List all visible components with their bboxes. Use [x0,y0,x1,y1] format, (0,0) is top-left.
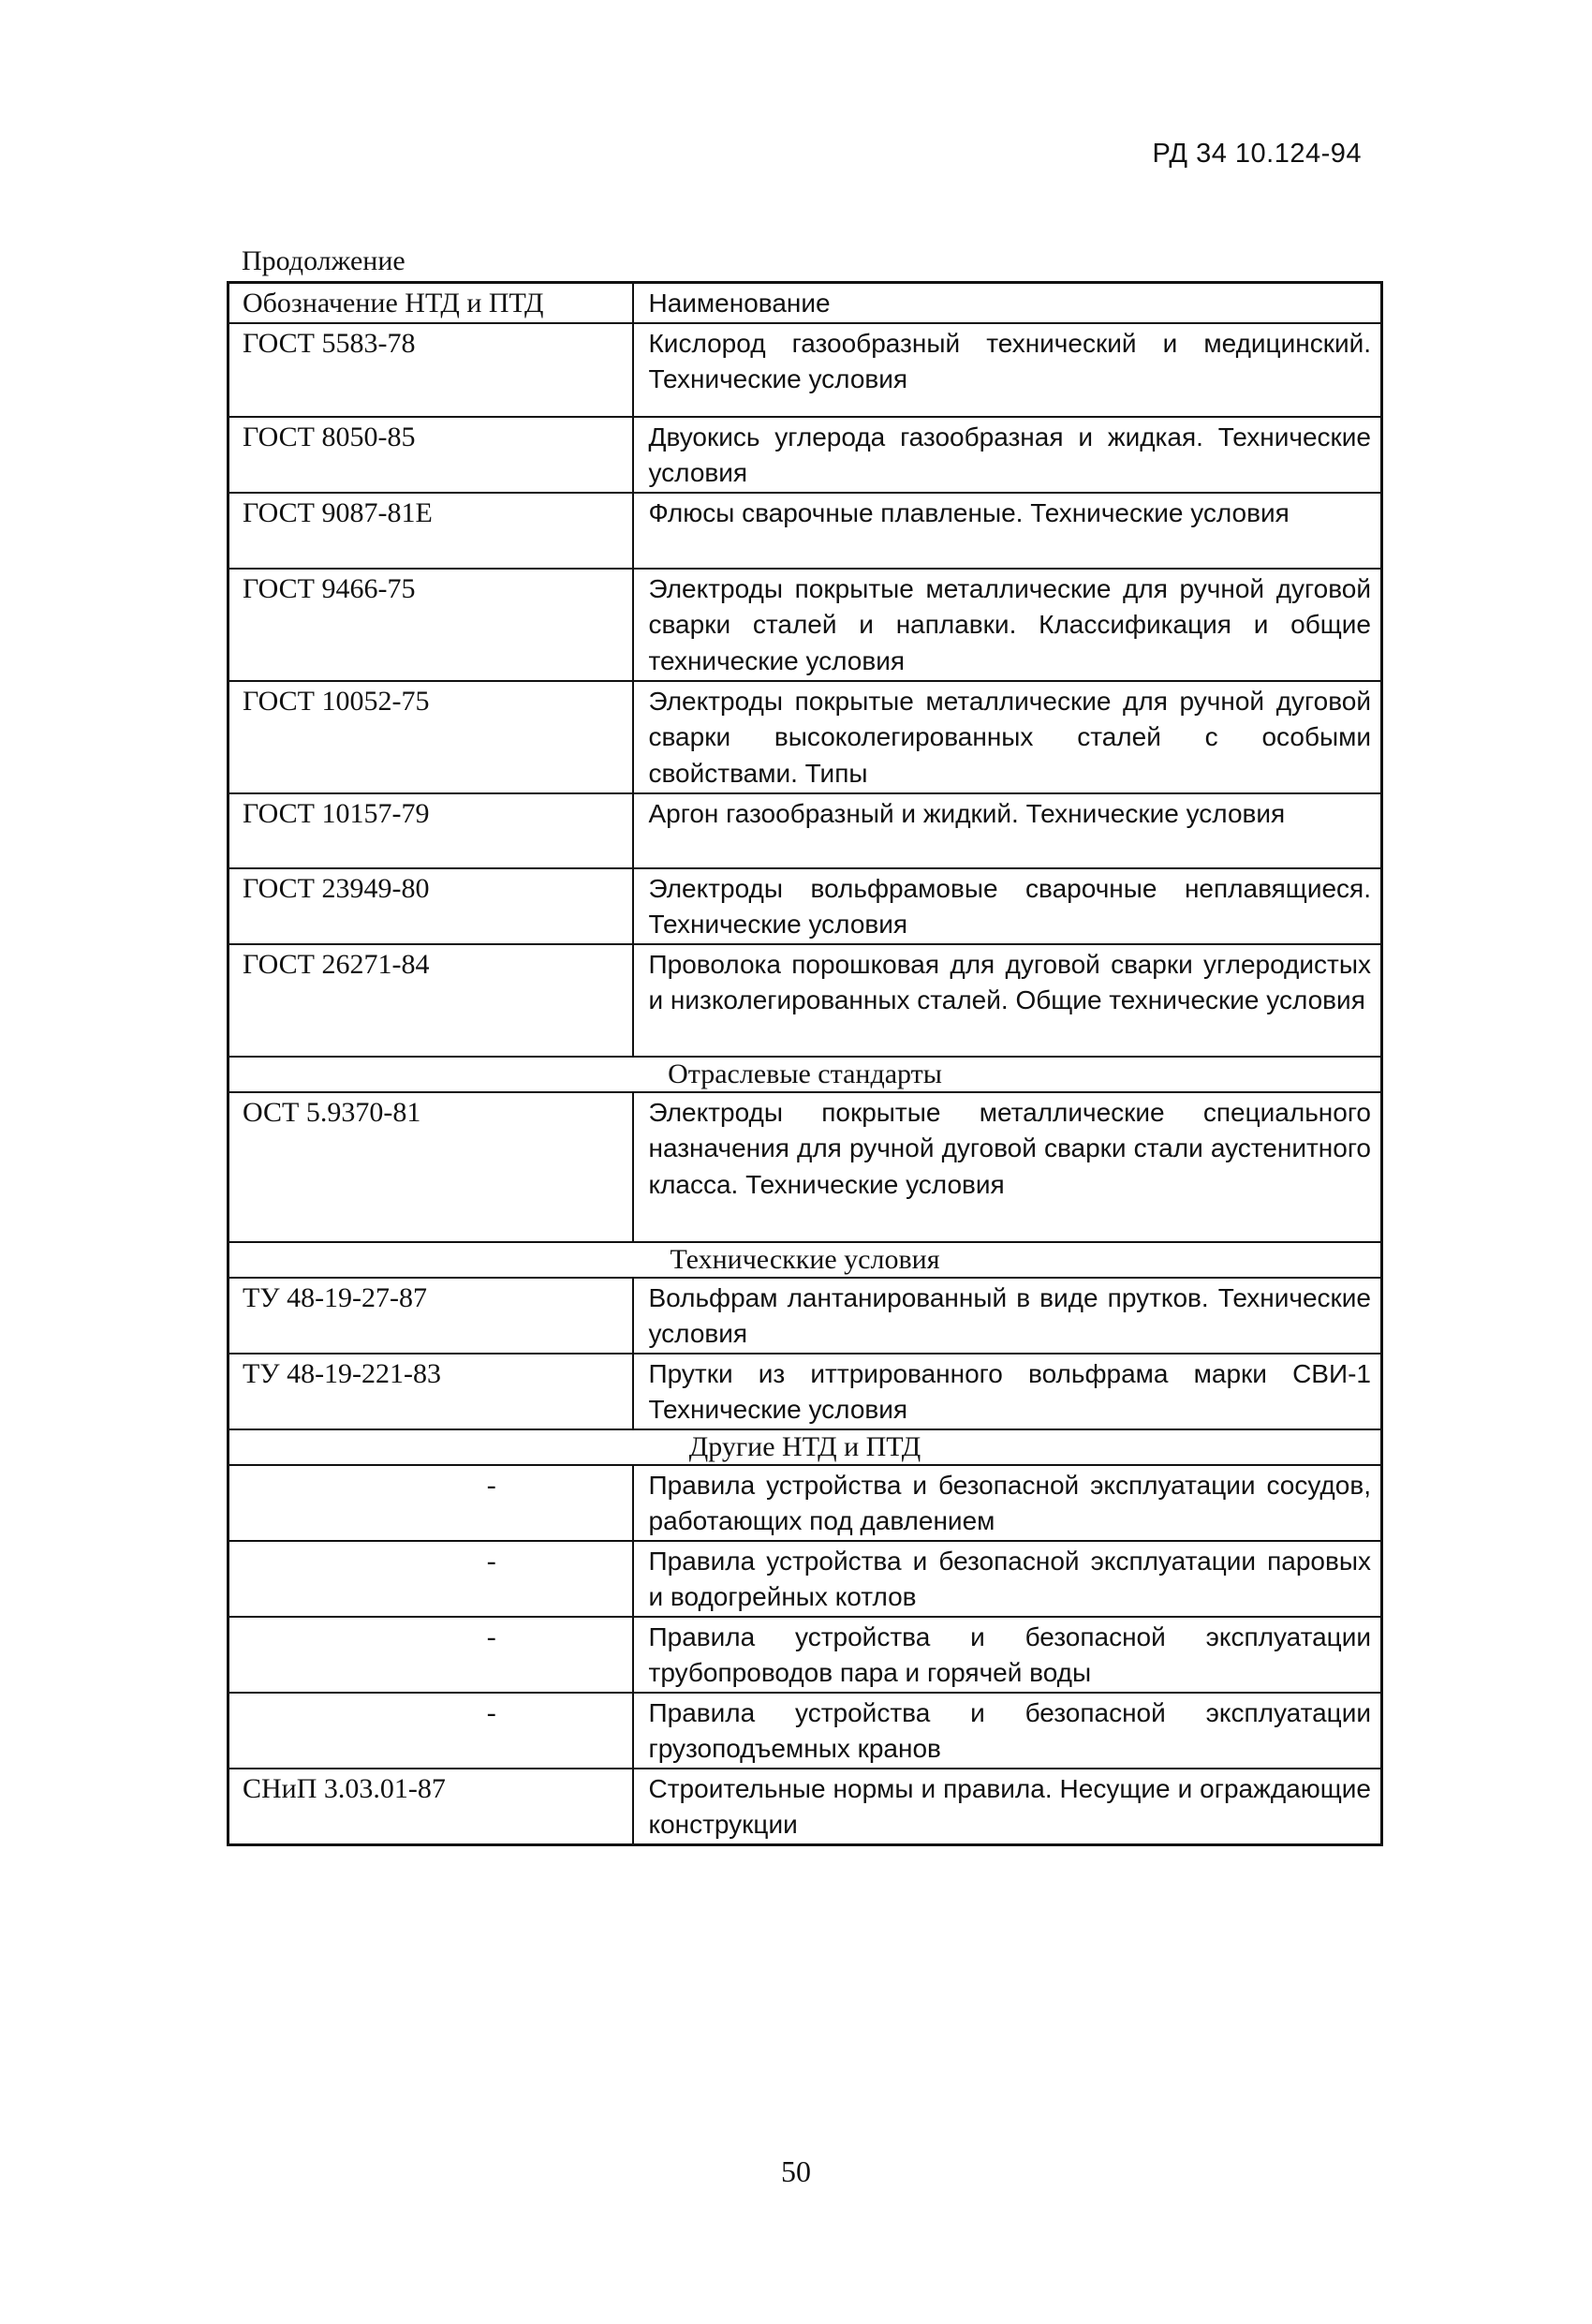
row-code: ГОСТ 8050-85 [228,417,633,493]
table-row [228,1465,1382,1541]
row-name: Правила устройства и безопасной эксплуатации трубопроводов пара и горячей воды [633,1617,1382,1693]
table-row [228,1354,1382,1429]
row-name: Двуокись углерода газообразная и жидкая. Технические условия [633,417,1382,493]
row-name: Аргон газообразный и жидкий. Технические условия [633,793,1382,868]
table-row [228,868,1382,944]
section-heading-row [228,1429,1382,1465]
row-name: Правила устройства и безопасной эксплуатации паровых и водогрейных котлов [633,1541,1382,1617]
table-header-row [228,283,1382,323]
table-row [228,944,1382,1057]
table-row [228,1541,1382,1617]
row-code: ГОСТ 9087-81Е [228,493,633,569]
row-name: Флюсы сварочные плавленые. Технические условия [633,493,1382,569]
table-row [228,1693,1382,1769]
row-code: ГОСТ 9466-75 [228,569,633,681]
row-name: Вольфрам лантанированный в виде прутков. Технические условия [633,1278,1382,1354]
section-heading-other-documents: Другие НТД и ПТД [228,1429,1382,1465]
table-row [228,569,1382,681]
row-name: Строительные нормы и правила. Несущие и ограждающие конструкции [633,1769,1382,1845]
table-row [228,417,1382,493]
continuation-label: Продолжение [242,245,405,276]
row-code: - [228,1617,633,1693]
row-name: Проволока порошковая для дуговой сварки углеродистых и низколегированных сталей. Общие технические условия [633,944,1382,1057]
row-name: Электроды вольфрамовые сварочные неплавящиеся. Технические условия [633,868,1382,944]
row-name: Электроды покрытые металлические для ручной дуговой сварки высоколегированных сталей с особыми свойствами. Типы [633,681,1382,793]
row-code: ГОСТ 26271-84 [228,944,633,1057]
row-code: ТУ 48-19-221-83 [228,1354,633,1429]
column-header-designation: Обозначение НТД и ПТД [228,283,633,323]
row-name: Электроды покрытые металлические для ручной дуговой сварки сталей и наплавки. Классификация и общие технические условия [633,569,1382,681]
table-row [228,323,1382,417]
row-name: Электроды покрытые металлические специального назначения для ручной дуговой сварки стали аустенитного класса. Технические условия [633,1092,1382,1242]
row-name: Правила устройства и безопасной эксплуатации сосудов, работающих под давлением [633,1465,1382,1541]
table-row [228,1617,1382,1693]
row-name: Правила устройства и безопасной эксплуатации грузоподъемных кранов [633,1693,1382,1769]
section-heading-technical-conditions: Техническкие условия [228,1242,1382,1278]
table-row [228,681,1382,793]
row-code: ТУ 48-19-27-87 [228,1278,633,1354]
table-row [228,493,1382,569]
table-row [228,793,1382,868]
table-row [228,1278,1382,1354]
row-name: Прутки из иттрированного вольфрама марки СВИ-1 Технические условия [633,1354,1382,1429]
row-code: - [228,1541,633,1617]
column-header-name: Наименование [633,283,1382,323]
row-code: - [228,1693,633,1769]
row-code: ГОСТ 23949-80 [228,868,633,944]
section-heading-industry-standards: Отраслевые стандарты [228,1057,1382,1092]
row-code: ГОСТ 10052-75 [228,681,633,793]
row-code: ОСТ 5.9370-81 [228,1092,633,1242]
row-code: - [228,1465,633,1541]
page-number: 50 [781,2154,811,2188]
row-code: ГОСТ 10157-79 [228,793,633,868]
table-row [228,1769,1382,1845]
document-code: РД 34 10.124-94 [1152,139,1362,169]
row-code: ГОСТ 5583-78 [228,323,633,417]
row-name: Кислород газообразный технический и медицинский. Технические условия [633,323,1382,417]
section-heading-row [228,1057,1382,1092]
table-row [228,1092,1382,1242]
section-heading-row [228,1242,1382,1278]
standards-table [227,281,1383,1846]
row-code: СНиП 3.03.01-87 [228,1769,633,1845]
